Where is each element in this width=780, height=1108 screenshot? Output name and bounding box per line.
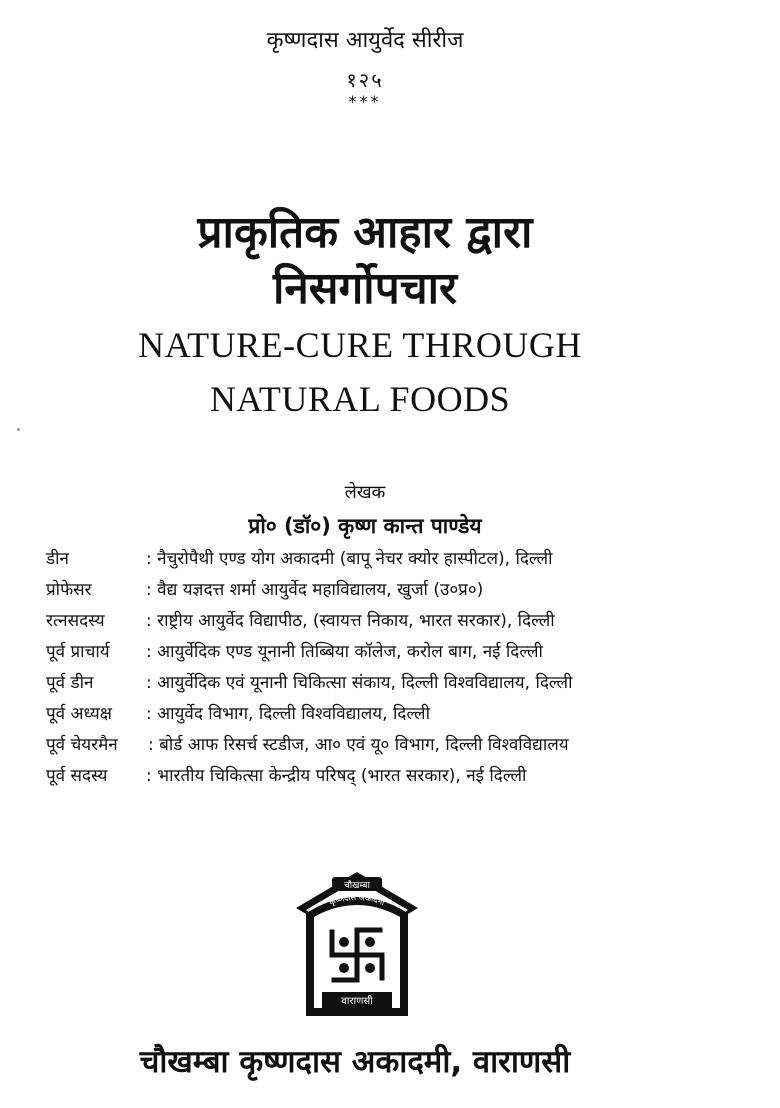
credential-detail: : नैचुरोपैथी एण्ड योग अकादमी (बापू नेचर क्योर हास्पीटल), दिल्ली bbox=[146, 549, 553, 569]
credential-title: प्रोफेसर bbox=[46, 580, 92, 600]
credential-title: डीन bbox=[46, 549, 69, 569]
english-title-line1: NATURE-CURE THROUGH bbox=[138, 325, 582, 365]
credential-detail: : आयुर्वेदिक एवं यूनानी चिकित्सा संकाय, दिल्ली विश्वविद्यालय, दिल्ली bbox=[146, 673, 573, 693]
credential-row bbox=[46, 763, 736, 794]
credential-detail: : बोर्ड आफ रिसर्च स्टडीज, आ० एवं यू० विभाग, दिल्ली विश्वविद्यालय bbox=[148, 735, 569, 755]
credential-detail: : आयुर्वेद विभाग, दिल्ली विश्वविद्यालय, दिल्ली bbox=[146, 704, 430, 724]
logo-bottom-text: वाराणसी bbox=[341, 996, 373, 1007]
credential-row bbox=[46, 639, 736, 670]
author-credentials bbox=[46, 546, 736, 794]
credential-detail: : आयुर्वेदिक एण्ड यूनानी तिब्बिया कॉलेज, करोल बाग, नई दिल्ली bbox=[146, 642, 543, 662]
credential-row bbox=[46, 577, 736, 608]
credential-detail: : भारतीय चिकित्सा केन्द्रीय परिषद् (भारत सरकार), नई दिल्ली bbox=[146, 766, 527, 786]
credential-title: पूर्व अध्यक्ष bbox=[46, 704, 112, 724]
logo-arc-text: कृष्णदास अकादमी bbox=[328, 892, 386, 908]
hindi-title-line1: प्राकृतिक आहार द्वारा bbox=[197, 207, 533, 258]
publisher-name: चौखम्बा कृष्णदास अकादमी, वाराणसी bbox=[139, 1044, 571, 1080]
series-number: १२५ bbox=[346, 68, 384, 92]
credential-row bbox=[46, 608, 736, 639]
credential-title: पूर्व सदस्य bbox=[46, 766, 108, 786]
credential-title: रत्नसदस्य bbox=[46, 611, 105, 631]
scan-speck bbox=[17, 428, 20, 431]
credential-title: पूर्व डीन bbox=[46, 673, 94, 693]
credential-row bbox=[46, 670, 736, 701]
english-title-line2: NATURAL FOODS bbox=[209, 379, 511, 419]
credential-detail: : वैद्य यज्ञदत्त शर्मा आयुर्वेद महाविद्यालय, खुर्जा (उ०प्र०) bbox=[146, 580, 484, 600]
credential-title: पूर्व प्राचार्य bbox=[46, 642, 110, 662]
series-name: कृष्णदास आयुर्वेद सीरीज bbox=[266, 28, 464, 53]
credential-row bbox=[46, 732, 736, 763]
credential-row bbox=[46, 546, 736, 577]
author-name: प्रो० (डॉ०) कृष्ण कान्त पाण्डेय bbox=[248, 514, 482, 538]
author-label: लेखक bbox=[344, 482, 386, 503]
hindi-title-line2: निसर्गोपचार bbox=[272, 263, 458, 314]
publisher-logo bbox=[292, 868, 422, 1023]
separator-stars: *** bbox=[348, 92, 382, 111]
logo-top-text: चौखम्बा bbox=[344, 881, 370, 891]
credential-title: पूर्व चेयरमैन bbox=[46, 735, 118, 755]
credential-row bbox=[46, 701, 736, 732]
credential-detail: : राष्ट्रीय आयुर्वेद विद्यापीठ, (स्वायत्त निकाय, भारत सरकार), दिल्ली bbox=[146, 611, 555, 631]
